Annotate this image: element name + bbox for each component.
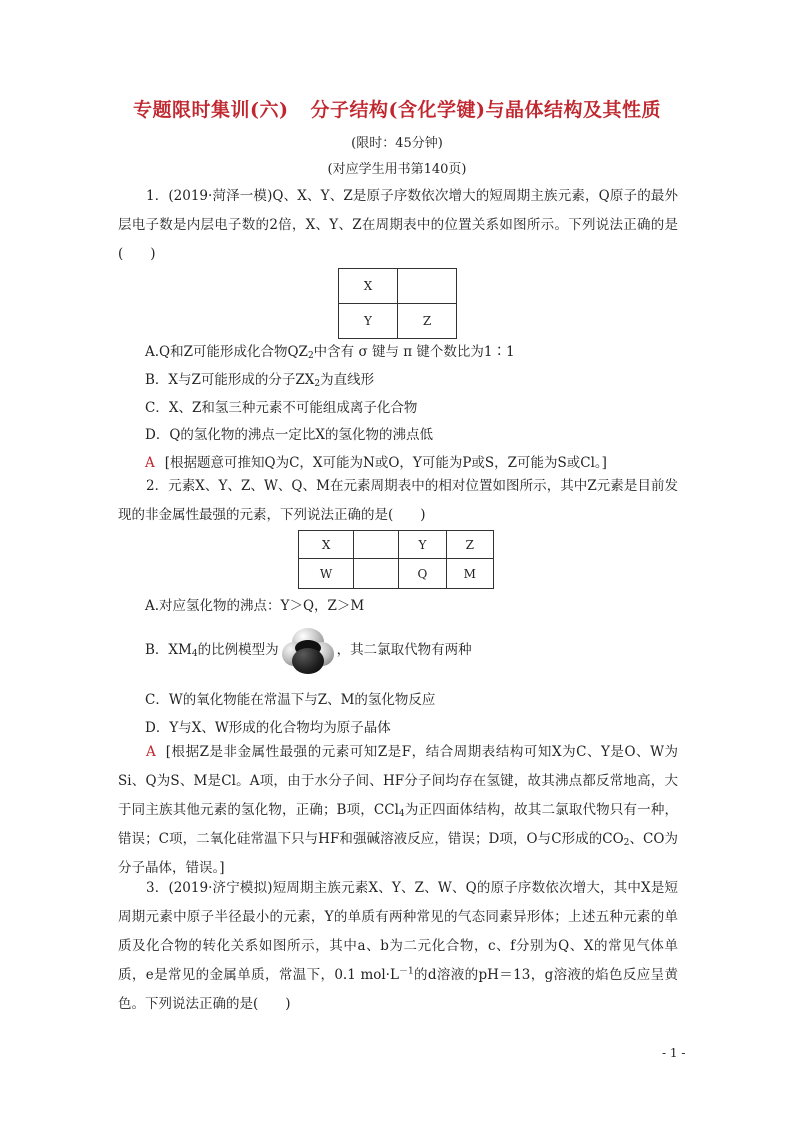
title-part2: 分子结构(含化学键)与晶体结构及其性质 — [310, 99, 661, 121]
title-part1: 专题限时集训(六) — [133, 99, 289, 121]
q1-option-d: D．Q的氢化物的沸点一定比X的氢化物的沸点低 — [145, 427, 434, 443]
q2-cell: M — [446, 559, 493, 589]
q2-option-d: D．Y与X、W形成的化合物均为原子晶体 — [145, 720, 391, 736]
q1-cell: Y — [339, 304, 398, 339]
q2-option-b: B．$XM_4$的比例模型为 ，其二氯取代物有两种 — [145, 627, 472, 674]
q1-answer-letter: A — [145, 455, 155, 471]
q2-cell: Z — [446, 531, 493, 559]
q2-cell — [354, 559, 399, 589]
q1-option-a: A.Q和Z可能形成化合物$QZ_2$中含有 σ 键与 π 键个数比为1∶1 — [145, 344, 515, 361]
q1-cell: X — [339, 269, 398, 304]
q1-cell — [398, 269, 457, 304]
q1-answer — [145, 451, 607, 471]
page-title — [0, 95, 794, 122]
q1-option-b: B．X与Z可能形成的分子$ZX_2$为直线形 — [145, 372, 375, 389]
q2-answer: A [根据Z是非金属性最强的元素可知Z是F，结合周期表结构可知X为C、Y是O、W为Si、Q为S、M是Cl。A项，由于水分子间、HF分子间均存在氢键，故其沸点都反常地高，大于同主族其他元素的氢化物，正确；B项，CCl$_4$为正四面体结构，故其二氯取代物只有一种，错误；C项，二氧化硅常温下只与HF和强碱溶液反应，错误；D项，O与C形成的$CO_2$、CO为分子晶体，错误。] — [118, 744, 679, 876]
q2-cell — [354, 531, 399, 559]
q1-explanation: [根据题意可推知Q为C，X可能为N或O，Y可能为P或S，Z可能为S或Cl。] — [164, 455, 607, 471]
q2-option-a: A.对应氢化物的沸点：Y＞Q，Z＞M — [145, 598, 365, 614]
q2-cell: Y — [399, 531, 446, 559]
q1-stem: 1．(2019·菏泽一模)Q、X、Y、Z是原子序数依次增大的短周期主族元素，Q原子的最外层电子数是内层电子数的2倍，X、Y、Z在周期表中的位置关系如图所示。下列说法正确的是( ) — [118, 188, 678, 262]
q2-option-c: C．W的氧化物能在常温下与Z、M的氢化物反应 — [145, 692, 436, 708]
time-limit: (限时：45分钟) — [351, 136, 443, 151]
q1-option-c: C．X、Z和氢三种元素不可能组成离子化合物 — [145, 400, 418, 416]
q2-answer-letter: A — [146, 744, 156, 760]
q2-cell: X — [299, 531, 354, 559]
q3-stem: 3．(2019·济宁模拟)短周期主族元素X、Y、Z、W、Q的原子序数依次增大，其中X是短周期元素中原子半径最小的元素，Y的单质有两种常见的气态同素异形体；上述五种元素的单质及化合物的转化关系如图所示，其中a、b为二元化合物，c、f分别为Q、X的常见气体单质，e是常见的金属单质，常温下，0.1 $mol\cdot L^{-1}$的d溶液的pH＝13，g溶液的焰色反应呈黄色。下列说法正确的是( ) — [118, 880, 678, 1012]
q2-stem: 2．元素X、Y、Z、W、Q、M在元素周期表中的相对位置如图所示，其中Z元素是目前发现的非金属性最强的元素，下列说法正确的是( ) — [118, 478, 678, 523]
q2-periodic-table — [298, 530, 494, 589]
ccl4-space-filling-model-icon — [281, 628, 335, 674]
book-reference: (对应学生用书第140页) — [327, 162, 467, 177]
page-number: - 1 - — [662, 1046, 686, 1060]
q1-cell: Z — [398, 304, 457, 339]
q2-cell: Q — [399, 559, 446, 589]
q2-cell: W — [299, 559, 354, 589]
q1-periodic-table — [338, 268, 457, 339]
